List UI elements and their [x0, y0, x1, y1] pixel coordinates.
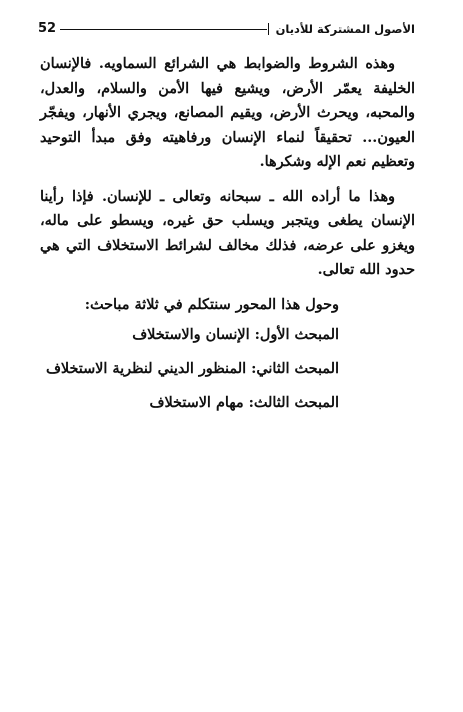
list-item: المبحث الثالث: مهام الاستخلاف [149, 393, 339, 411]
body-text [40, 52, 415, 425]
topics-intro: وحول هذا المحور سنتكلم في ثلاثة مباحث: [84, 295, 339, 313]
topics-list [40, 323, 415, 415]
paragraph: وهذه الشروط والضوابط هي الشرائع السماويه. فالإنسان الخليفة يعمّر الأرض، ويشيع فيها الأمن والسلام، والعدل، والمحبه، ويحرث الأرض، ويقيم المصانع، ويجري الأنهار، ويفجّر العيون... تحقيقاً لنماء الإنسان ورفاهيته وفق مبدأ التوحيد وتعظيم نعم الإله وشكرها. [40, 55, 415, 170]
header-rule [60, 29, 267, 30]
page-number: 52 [38, 21, 57, 36]
list-item: المبحث الثاني: المنظور الديني لنظرية الاستخلاف [45, 359, 339, 377]
paragraph: وهذا ما أراده الله ـ سبحانه وتعالى ـ للإنسان. فإذا رأينا الإنسان يطغى ويتجبر ويسلب حق غيره، ويسطو على ماله، ويغزو على عرضه، فذلك مخالف لشرائط الاستخلاف التي هي حدود الله تعالى. [40, 187, 415, 278]
header-rule-end-mark [268, 23, 269, 35]
list-item: المبحث الأول: الإنسان والاستخلاف [132, 325, 339, 343]
running-header [38, 18, 415, 40]
running-title: الأصول المشتركة للأديان [275, 22, 415, 36]
